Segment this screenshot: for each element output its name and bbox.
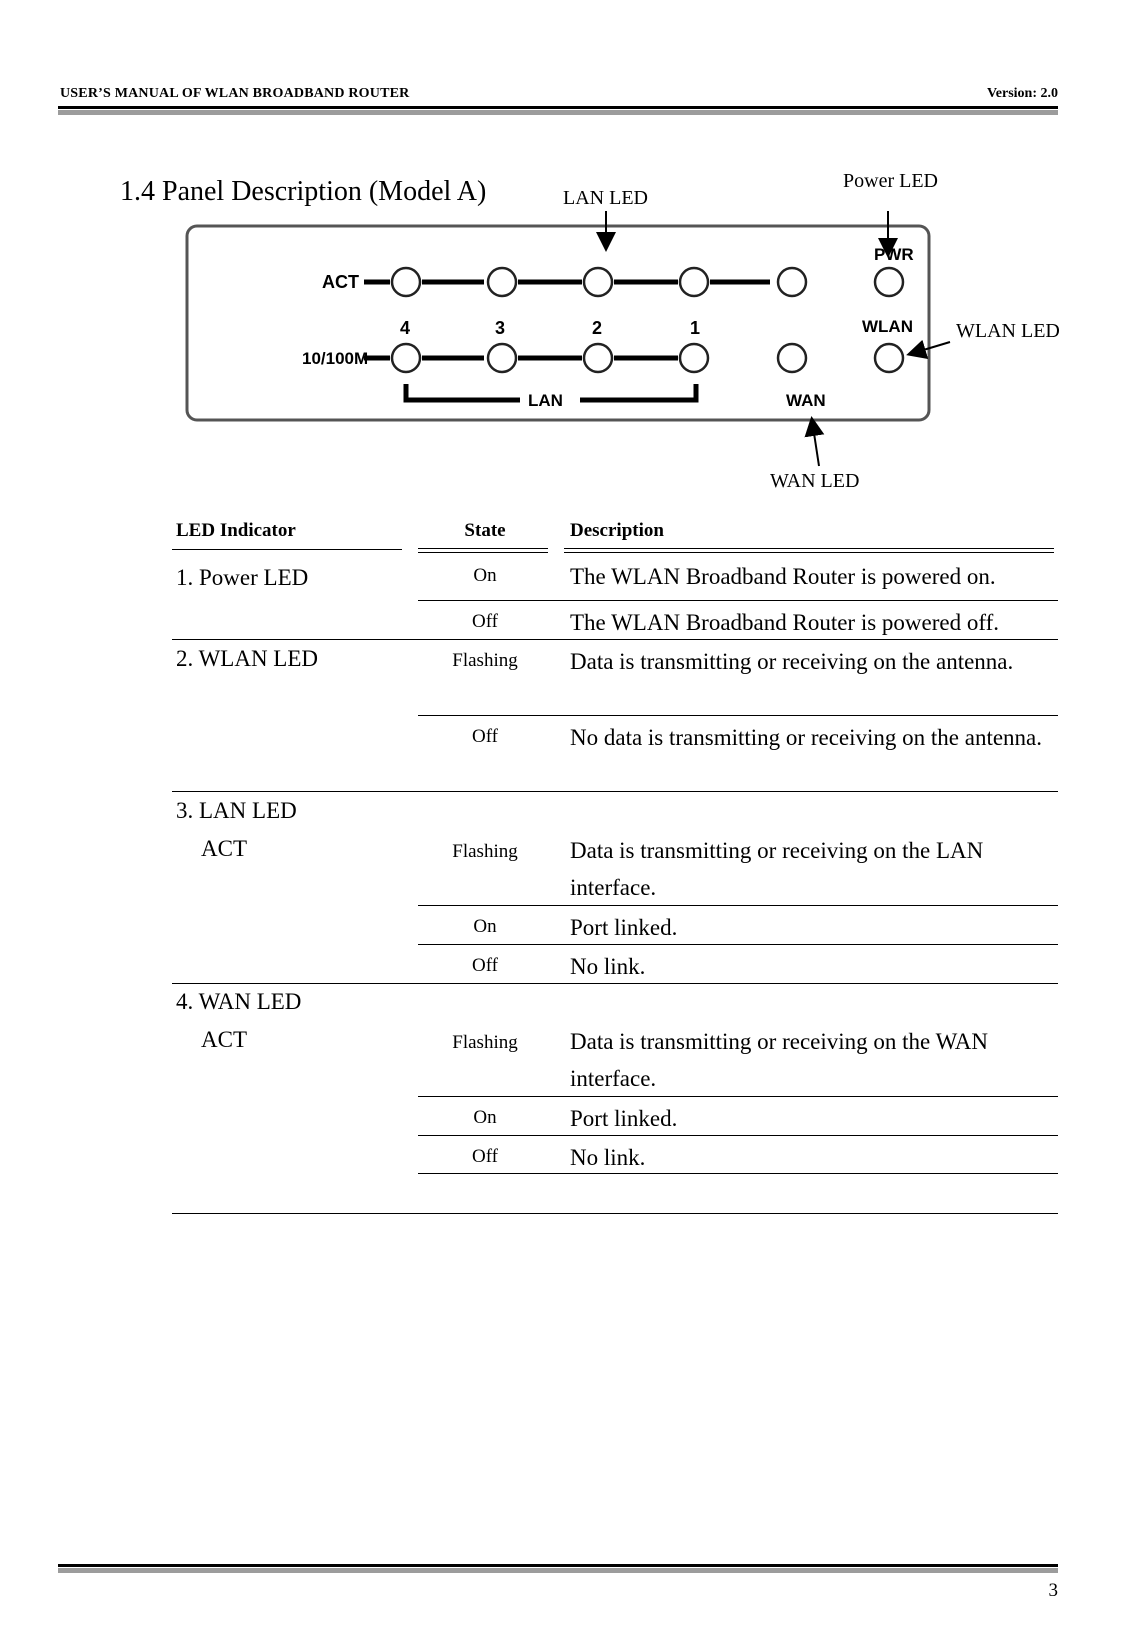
state-cell: On xyxy=(473,916,497,937)
led-act-3 xyxy=(488,268,516,296)
indicator-power-led: 1. Power LED xyxy=(176,565,309,590)
panel-speed-label: 10/100M xyxy=(302,349,369,368)
indicator-lan-act: ACT xyxy=(201,836,247,861)
description-cell: No link. xyxy=(570,954,646,979)
description-cell: Data is transmitting or receiving on the WAN interface. xyxy=(570,1029,988,1091)
state-cell: On xyxy=(473,1107,497,1128)
led-act-4 xyxy=(392,268,420,296)
port-number-1: 1 xyxy=(690,318,701,338)
panel-wlan-label: WLAN xyxy=(862,317,913,336)
led-speed-3 xyxy=(488,344,516,372)
port-number-3: 3 xyxy=(495,318,506,338)
led-act-1 xyxy=(680,268,708,296)
state-cell: Off xyxy=(471,955,499,976)
state-cell: Off xyxy=(471,726,499,747)
description-cell: The WLAN Broadband Router is powered off. xyxy=(570,610,1000,635)
description-cell: Data is transmitting or receiving on the LAN interface. xyxy=(570,838,984,900)
page-number: 3 xyxy=(1048,1580,1058,1601)
led-speed-1 xyxy=(680,344,708,372)
led-act-2 xyxy=(584,268,612,296)
description-cell: No link. xyxy=(570,1145,646,1170)
led-speed-2 xyxy=(584,344,612,372)
state-cell: Flashing xyxy=(452,1032,518,1053)
indicator-wan-act: ACT xyxy=(201,1027,247,1052)
led-speed-4 xyxy=(392,344,420,372)
lan-led-callout: LAN LED xyxy=(563,187,648,209)
panel-pwr-label: PWR xyxy=(874,245,914,264)
indicator-wlan-led: 2. WLAN LED xyxy=(176,646,319,671)
wan-led-arrow xyxy=(812,420,819,466)
panel-wan-label: WAN xyxy=(786,391,826,410)
port-number-2: 2 xyxy=(592,318,603,338)
header-title: USER’S MANUAL OF WLAN BROADBAND ROUTER xyxy=(60,86,410,101)
panel-lan-label: LAN xyxy=(528,391,563,410)
led-speed-wan xyxy=(778,344,806,372)
section-title: 1.4 Panel Description (Model A) xyxy=(120,176,487,207)
indicator-lan-led: 3. LAN LED xyxy=(176,798,297,823)
indicator-wan-led: 4. WAN LED xyxy=(176,989,302,1014)
power-led-callout: Power LED xyxy=(843,170,938,192)
front-panel-diagram xyxy=(0,0,1138,500)
wlan-led-callout: WLAN LED xyxy=(956,320,1060,342)
state-cell: On xyxy=(473,565,497,586)
panel-act-label: ACT xyxy=(322,272,359,292)
state-cell: Off xyxy=(471,1146,499,1167)
state-cell: Flashing xyxy=(452,650,518,671)
wan-led-callout: WAN LED xyxy=(770,470,860,492)
footer-rule xyxy=(58,1564,1058,1567)
description-cell: No data is transmitting or receiving on the antenna. xyxy=(570,725,1043,750)
description-cell: Data is transmitting or receiving on the antenna. xyxy=(570,649,1014,674)
state-cell: Flashing xyxy=(452,841,518,862)
col-header-state: State xyxy=(464,520,506,541)
col-header-description: Description xyxy=(570,520,664,541)
col-header-indicator: LED Indicator xyxy=(176,520,296,541)
header-version: Version: 2.0 xyxy=(986,86,1058,101)
description-cell: Port linked. xyxy=(570,1106,678,1131)
state-cell: Off xyxy=(471,611,499,632)
description-cell: The WLAN Broadband Router is powered on. xyxy=(570,564,996,589)
description-cell: Port linked. xyxy=(570,915,678,940)
footer-rule-shadow xyxy=(58,1568,1058,1573)
led-act-wan xyxy=(778,268,806,296)
port-number-4: 4 xyxy=(400,318,411,338)
led-power xyxy=(875,268,903,296)
led-wlan xyxy=(875,344,903,372)
